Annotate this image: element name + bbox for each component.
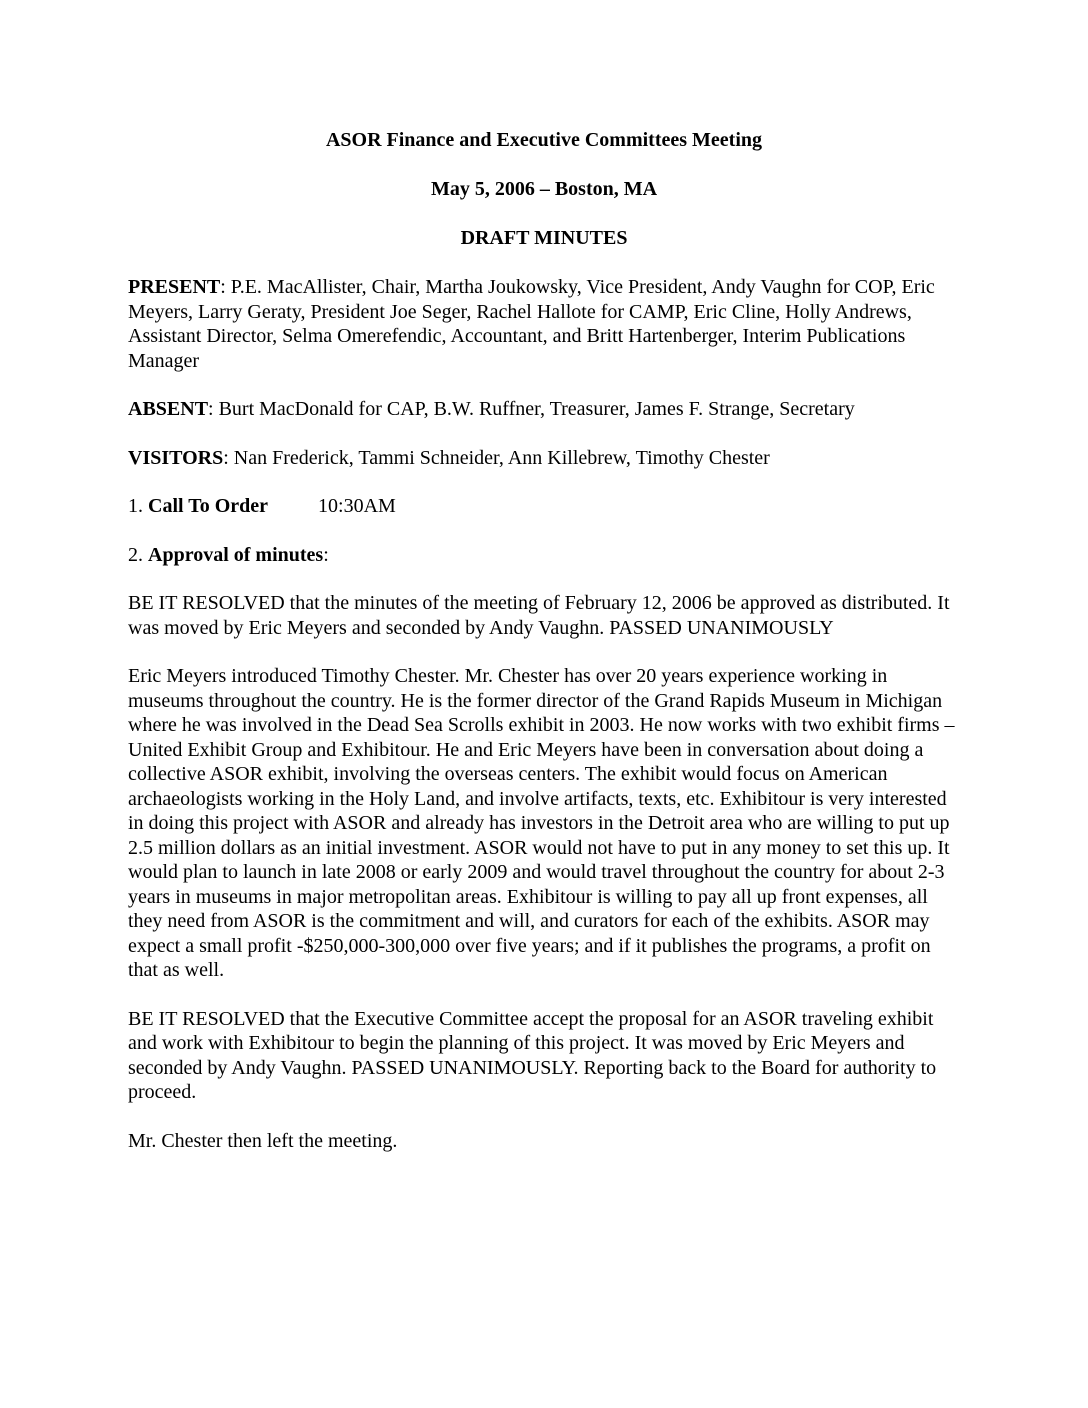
meeting-date-location: May 5, 2006 – Boston, MA	[430, 178, 658, 200]
title-block	[128, 128, 960, 251]
present-paragraph	[128, 275, 960, 373]
present-label: PRESENT	[128, 276, 221, 298]
visitors-label: VISITORS	[128, 446, 224, 469]
item-number: 2.	[128, 543, 148, 566]
document-title: ASOR Finance and Executive Committees Meeting	[325, 129, 763, 151]
item-label: Approval of minutes	[148, 543, 324, 566]
agenda-item-approval-of-minutes	[128, 543, 960, 568]
document-subtitle: DRAFT MINUTES	[460, 227, 628, 249]
absent-text: : Burt MacDonald for CAP, B.W. Ruffner, Treasurer, James F. Strange, Secretary	[208, 398, 855, 420]
item-number: 1.	[128, 495, 148, 517]
present-text: : P.E. MacAllister, Chair, Martha Joukowsky, Vice President, Andy Vaughn for COP, Eric Meyers, Larry Geraty, President Joe Seger, Rachel Hallote for CAMP, Eric Cline, Holly Andrews, Assistant Director, Selma Omerefendic, Accountant, and Britt Hartenberger, Interim Publications Manager	[128, 276, 935, 372]
visitors-paragraph	[128, 446, 960, 471]
resolution-minutes-approval: BE IT RESOLVED that the minutes of the meeting of February 12, 2006 be approved as distributed. It was moved by Eric Meyers and seconded by Andy Vaughn. PASSED UNANIMOUSLY	[128, 592, 950, 639]
resolution-traveling-exhibit: BE IT RESOLVED that the Executive Committee accept the proposal for an ASOR traveling exhibit and work with Exhibitour to begin the planning of this project. It was moved by Eric Meyers and seconded by Andy Vaughn. PASSED UNANIMOUSLY. Reporting back to the Board for authority to proceed.	[128, 1007, 937, 1103]
chester-departure-paragraph: Mr. Chester then left the meeting.	[128, 1129, 398, 1152]
absent-label: ABSENT	[128, 398, 209, 420]
item-suffix: :	[323, 543, 329, 566]
chester-introduction-paragraph: Eric Meyers introduced Timothy Chester. Mr. Chester has over 20 years experience working in museums throughout the country. He is the former director of the Grand Rapids Museum in Michigan where he was involved in the Dead Sea Scrolls exhibit in 2003. He now works with two exhibit firms – United Exhibit Group and Exhibitour. He and Eric Meyers have been in conversation about doing a collective ASOR exhibit, involving the overseas centers. The exhibit would focus on American archaeologists working in the Holy Land, and involve artifacts, texts, etc. Exhibitour is very interested in doing this project with ASOR and already has investors in the Detroit area who are willing to put up 2.5 million dollars as an initial investment. ASOR would not have to put in any money to set this up. It would plan to launch in late 2008 or early 2009 and would travel throughout the country for about 2-3 years in museums in major metropolitan areas. Exhibitour is willing to pay all up front expenses, all they need from ASOR is the commitment and will, and curators for each of the exhibits. ASOR may expect a small profit -$250,000-300,000 over five years; and if it publishes the programs, a profit on that as well.	[128, 665, 955, 981]
visitors-text: : Nan Frederick, Tammi Schneider, Ann Killebrew, Timothy Chester	[223, 446, 770, 469]
call-to-order-time: 10:30AM	[318, 495, 396, 517]
absent-paragraph	[128, 397, 960, 422]
agenda-item-call-to-order	[128, 494, 960, 519]
item-label: Call To Order	[148, 495, 269, 517]
